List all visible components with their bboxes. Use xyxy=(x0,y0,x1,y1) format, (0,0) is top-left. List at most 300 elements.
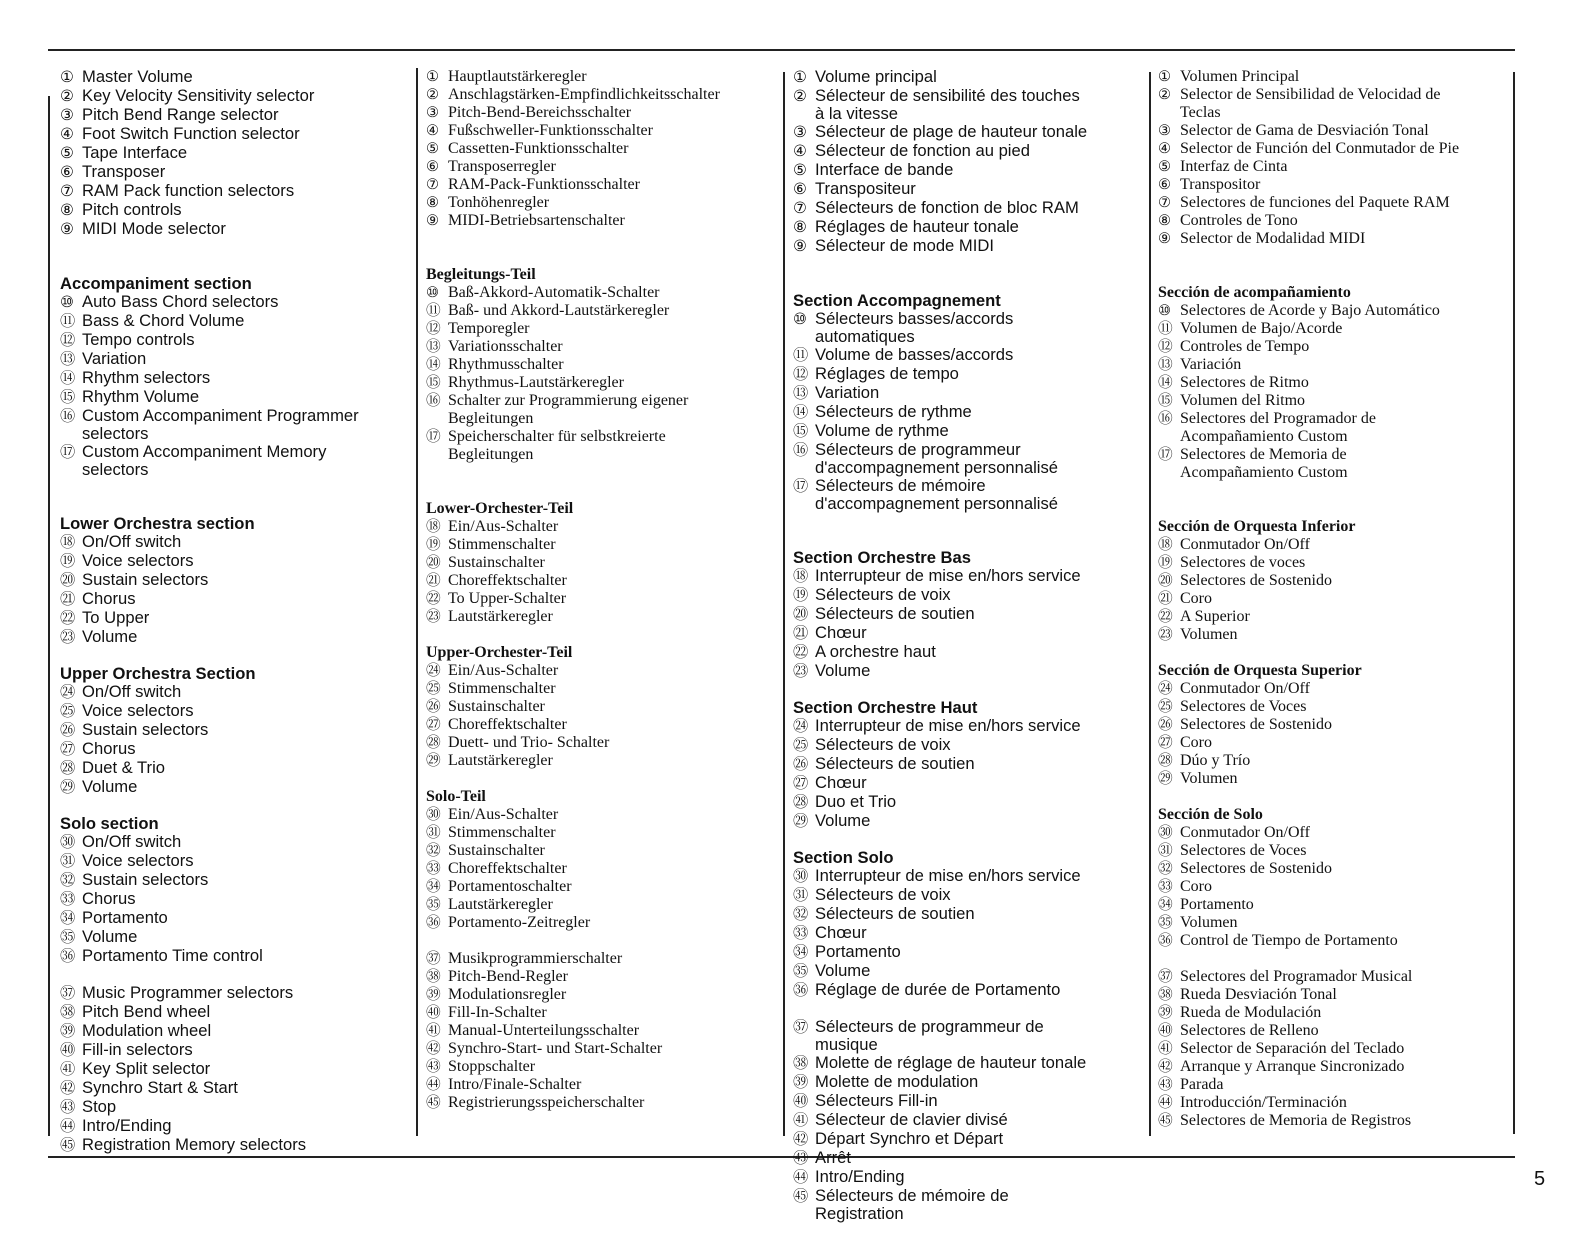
list-item xyxy=(793,605,1087,624)
item-label: Volume xyxy=(815,961,871,980)
item-label: Selectores de Memoria de Acompañamiento Custom xyxy=(1180,446,1348,481)
item-label: Réglages de tempo xyxy=(815,364,959,383)
item-label: Pitch Bend Range selector xyxy=(82,105,279,124)
item-number: ⑤ xyxy=(1158,159,1172,175)
item-number: ㊳ xyxy=(1158,987,1173,1003)
item-label: Selectores del Programador Musical xyxy=(1180,968,1413,985)
list-item xyxy=(426,536,720,554)
list-item xyxy=(1158,734,1459,752)
list-item xyxy=(60,125,359,144)
list-item xyxy=(1158,374,1459,392)
item-number: ㉝ xyxy=(426,861,441,877)
item-number: ㉟ xyxy=(60,929,76,946)
item-label: Portamentoschalter xyxy=(448,878,572,895)
item-label: Variationsschalter xyxy=(448,338,563,355)
list-item xyxy=(60,87,359,106)
item-label: Selector de Modalidad MIDI xyxy=(1180,230,1366,247)
item-label: Rueda Desviación Tonal xyxy=(1180,986,1337,1003)
item-number: ④ xyxy=(793,143,807,160)
item-label: Selector de Gama de Desviación Tonal xyxy=(1180,122,1429,139)
item-number: ㉘ xyxy=(1158,753,1173,769)
item-label: Baß-Akkord-Automatik-Schalter xyxy=(448,284,660,301)
item-label: Sustain selectors xyxy=(82,870,209,889)
item-number: ⑨ xyxy=(60,221,74,238)
list-item xyxy=(1158,608,1459,626)
item-number: ⑤ xyxy=(60,145,74,162)
item-label: Duo et Trio xyxy=(815,792,897,811)
item-label: Selectores de Voces xyxy=(1180,698,1307,715)
item-label: Rhythm selectors xyxy=(82,368,211,387)
item-number: ㉞ xyxy=(426,879,441,895)
list-item xyxy=(60,220,359,239)
item-label: Volumen xyxy=(1180,626,1238,643)
item-label: Sélecteurs de mémoire d'accompagnement personnalisé xyxy=(815,476,1059,513)
section-group xyxy=(793,699,1087,831)
list-item xyxy=(1158,536,1459,554)
list-item xyxy=(793,586,1087,605)
list-item xyxy=(1158,1040,1459,1058)
item-number: ⑪ xyxy=(1158,321,1173,337)
item-label: Sélecteurs basses/accords automatiques xyxy=(815,309,1014,346)
item-label: RAM-Pack-Funktionsschalter xyxy=(448,176,640,193)
column-divider xyxy=(1149,72,1151,1136)
item-number: ⑲ xyxy=(60,553,76,570)
item-number: ⑩ xyxy=(60,294,74,311)
list-item xyxy=(793,180,1087,199)
item-number: ③ xyxy=(426,105,440,121)
item-label: Sélecteurs de voix xyxy=(815,885,951,904)
list-item xyxy=(60,68,359,87)
section-group xyxy=(1158,284,1459,482)
item-label: Ein/Aus-Schalter xyxy=(448,662,559,679)
item-label: Selectores de Relleno xyxy=(1180,1022,1319,1039)
list-item xyxy=(1158,302,1459,320)
item-number: ㉗ xyxy=(60,741,76,758)
item-label: Intro/Ending xyxy=(82,1116,172,1135)
list-item xyxy=(426,914,720,932)
item-number: ⑧ xyxy=(793,219,807,236)
item-number: ㉓ xyxy=(60,629,76,646)
list-item xyxy=(60,1079,359,1098)
item-number: ⑰ xyxy=(60,444,76,461)
item-number: ㉑ xyxy=(426,573,441,589)
item-label: Sustainschalter xyxy=(448,554,545,571)
item-label: Chorus xyxy=(82,889,136,908)
list-item xyxy=(793,981,1087,1000)
list-item xyxy=(793,962,1087,981)
item-label: Selectores de Ritmo xyxy=(1180,374,1309,391)
item-number: ㉞ xyxy=(793,944,809,961)
list-item xyxy=(426,986,720,1004)
spanish-column xyxy=(1158,68,1459,1166)
item-number: ㉕ xyxy=(1158,699,1173,715)
section-group xyxy=(1158,518,1459,644)
item-number: ⑧ xyxy=(60,202,74,219)
list-item xyxy=(1158,842,1459,860)
list-item xyxy=(793,624,1087,643)
item-number: ⑬ xyxy=(793,385,809,402)
item-number: ⑯ xyxy=(793,442,809,459)
list-item xyxy=(426,518,720,536)
list-item xyxy=(60,740,359,759)
list-item xyxy=(1158,1094,1459,1112)
item-label: Chorus xyxy=(82,739,136,758)
list-item xyxy=(1158,770,1459,788)
item-label: Volumen xyxy=(1180,770,1238,787)
list-item xyxy=(426,698,720,716)
top-rule xyxy=(48,49,1515,51)
item-number: ⑬ xyxy=(1158,357,1173,373)
item-number: ㊱ xyxy=(426,915,441,931)
list-item xyxy=(1158,1058,1459,1076)
list-item xyxy=(60,163,359,182)
item-number: ⑮ xyxy=(1158,393,1173,409)
item-number: ㉙ xyxy=(1158,771,1173,787)
item-label: Control de Tiempo de Portamento xyxy=(1180,932,1398,949)
list-item xyxy=(1158,356,1459,374)
list-item xyxy=(60,369,359,388)
list-item xyxy=(793,1018,1087,1054)
item-label: Stimmenschalter xyxy=(448,536,556,553)
list-item xyxy=(426,1076,720,1094)
item-number: ① xyxy=(60,69,74,86)
item-label: Interfaz de Cinta xyxy=(1180,158,1288,175)
list-item xyxy=(426,356,720,374)
list-item xyxy=(60,628,359,647)
list-item xyxy=(1158,1112,1459,1130)
item-number: ② xyxy=(60,88,74,105)
item-number: ㉙ xyxy=(426,753,441,769)
item-label: Parada xyxy=(1180,1076,1224,1093)
item-number: ⑩ xyxy=(426,285,440,301)
item-number: ⑳ xyxy=(1158,573,1173,589)
item-label: Transpositeur xyxy=(815,179,916,198)
item-number: ㉛ xyxy=(1158,843,1173,859)
list-item xyxy=(60,759,359,778)
item-label: Interface de bande xyxy=(815,160,954,179)
item-label: Volume xyxy=(815,661,871,680)
item-label: Manual-Unterteilungsschalter xyxy=(448,1022,640,1039)
item-label: Lautstärkeregler xyxy=(448,752,553,769)
item-number: ㉗ xyxy=(793,775,809,792)
item-label: Intro/Ending xyxy=(815,1167,905,1186)
item-label: Dúo y Trío xyxy=(1180,752,1251,769)
section-group xyxy=(793,849,1087,1000)
item-label: Variation xyxy=(82,349,147,368)
list-item xyxy=(60,683,359,702)
item-label: Key Velocity Sensitivity selector xyxy=(82,86,315,105)
item-label: Réglages de hauteur tonale xyxy=(815,217,1019,236)
item-number: ㉔ xyxy=(793,718,809,735)
item-number: ⑥ xyxy=(426,159,440,175)
list-item xyxy=(426,860,720,878)
list-item xyxy=(1158,1022,1459,1040)
item-number: ㉔ xyxy=(1158,681,1173,697)
column-divider xyxy=(783,72,785,1136)
item-number: ② xyxy=(1158,87,1172,103)
item-label: Lautstärkeregler xyxy=(448,896,553,913)
item-number: ㊱ xyxy=(793,982,809,999)
list-item xyxy=(426,878,720,896)
item-number: ㊷ xyxy=(1158,1059,1173,1075)
list-item xyxy=(1158,554,1459,572)
list-item xyxy=(60,947,359,966)
item-number: ① xyxy=(1158,69,1172,85)
item-number: ⑱ xyxy=(1158,537,1173,553)
list-item xyxy=(793,441,1087,477)
list-item xyxy=(793,161,1087,180)
list-item xyxy=(60,552,359,571)
item-number: ㉜ xyxy=(1158,861,1173,877)
column-divider xyxy=(416,68,418,1136)
list-item xyxy=(60,1136,359,1155)
item-label: Interrupteur de mise en/hors service xyxy=(815,866,1081,885)
item-number: ⑫ xyxy=(1158,339,1173,355)
list-item xyxy=(426,968,720,986)
list-item xyxy=(793,886,1087,905)
item-number: ㉗ xyxy=(1158,735,1173,751)
english-column xyxy=(60,68,359,1191)
item-label: Arrêt xyxy=(815,1148,851,1167)
item-number: ㊷ xyxy=(60,1080,76,1097)
list-item xyxy=(1158,122,1459,140)
item-label: Synchro Start & Start xyxy=(82,1078,238,1097)
item-label: Modulationsregler xyxy=(448,986,567,1003)
item-number: ㊺ xyxy=(426,1095,441,1111)
list-item xyxy=(1158,968,1459,986)
item-number: ㉖ xyxy=(426,699,441,715)
item-label: Key Split selector xyxy=(82,1059,211,1078)
list-item xyxy=(60,721,359,740)
list-item xyxy=(793,346,1087,365)
list-item xyxy=(426,428,720,464)
list-item xyxy=(1158,86,1459,122)
list-item xyxy=(426,104,720,122)
item-label: Portamento xyxy=(815,942,901,961)
item-label: Stop xyxy=(82,1097,117,1116)
list-item xyxy=(793,365,1087,384)
item-label: Choreffektschalter xyxy=(448,572,567,589)
item-label: Selectores de Acorde y Bajo Automático xyxy=(1180,302,1440,319)
item-number: ⑧ xyxy=(1158,213,1172,229)
item-label: Selectores de Sostenido xyxy=(1180,716,1332,733)
item-label: Selector de Sensibilidad de Velocidad de Teclas xyxy=(1180,86,1441,121)
item-label: Musikprogrammierschalter xyxy=(448,950,623,967)
item-number: ㊸ xyxy=(793,1150,809,1167)
item-label: Sustain selectors xyxy=(82,570,209,589)
item-number: ㉖ xyxy=(793,756,809,773)
item-label: To Upper-Schalter xyxy=(448,590,567,607)
section-heading: Section Accompagnement xyxy=(793,291,1001,310)
item-number: ⑬ xyxy=(426,339,441,355)
list-item xyxy=(60,331,359,350)
item-number: ⑰ xyxy=(426,429,441,445)
item-number: ㊸ xyxy=(1158,1077,1173,1093)
item-number: ㊹ xyxy=(60,1118,76,1135)
item-number: ⑫ xyxy=(793,366,809,383)
item-label: Arranque y Arranque Sincronizado xyxy=(1180,1058,1405,1075)
item-number: ⑳ xyxy=(60,572,76,589)
item-label: Sélecteurs de soutien xyxy=(815,604,975,623)
item-number: ㊲ xyxy=(60,985,76,1002)
item-number: ⑳ xyxy=(426,555,441,571)
item-label: Interrupteur de mise en/hors service xyxy=(815,716,1081,735)
list-item xyxy=(793,1092,1087,1111)
item-label: Transposerregler xyxy=(448,158,556,175)
list-item xyxy=(60,890,359,909)
item-number: ㊴ xyxy=(1158,1005,1173,1021)
item-label: Intro/Finale-Schalter xyxy=(448,1076,582,1093)
list-item xyxy=(1158,716,1459,734)
list-item xyxy=(793,755,1087,774)
item-number: ㉓ xyxy=(426,609,441,625)
list-item xyxy=(1158,176,1459,194)
item-label: Volumen Principal xyxy=(1180,68,1300,85)
item-number: ㊴ xyxy=(426,987,441,1003)
list-item xyxy=(1158,824,1459,842)
item-number: ㊷ xyxy=(793,1131,809,1148)
list-item xyxy=(60,702,359,721)
list-item xyxy=(426,752,720,770)
item-label: Chœur xyxy=(815,623,867,642)
item-number: ⑮ xyxy=(60,389,76,406)
item-number: ㉛ xyxy=(426,825,441,841)
list-item xyxy=(426,122,720,140)
list-item xyxy=(60,312,359,331)
list-item xyxy=(793,237,1087,256)
list-item xyxy=(60,1098,359,1117)
item-number: ⑰ xyxy=(1158,447,1173,463)
german-column xyxy=(426,68,720,1148)
section-group xyxy=(60,815,359,966)
list-item xyxy=(426,284,720,302)
section-heading: Sección de Orquesta Inferior xyxy=(1158,518,1356,535)
item-number: ㉒ xyxy=(793,644,809,661)
item-number: ㉚ xyxy=(426,807,441,823)
item-number: ⑨ xyxy=(1158,231,1172,247)
item-label: Sélecteur de mode MIDI xyxy=(815,236,994,255)
section-heading: Accompaniment section xyxy=(60,274,252,293)
list-item xyxy=(426,824,720,842)
item-label: Ein/Aus-Schalter xyxy=(448,806,559,823)
item-number: ㉕ xyxy=(793,737,809,754)
item-number: ⑪ xyxy=(793,347,809,364)
item-label: Cassetten-Funktionsschalter xyxy=(448,140,629,157)
item-number: ㉖ xyxy=(60,722,76,739)
item-number: ③ xyxy=(793,124,807,141)
item-number: ㉟ xyxy=(426,897,441,913)
list-item xyxy=(793,567,1087,586)
list-item xyxy=(426,392,720,428)
item-label: Selectores de Sostenido xyxy=(1180,572,1332,589)
list-item xyxy=(426,572,720,590)
item-label: On/Off switch xyxy=(82,682,182,701)
item-number: ㉒ xyxy=(426,591,441,607)
item-number: ㉞ xyxy=(60,910,76,927)
item-number: ㉜ xyxy=(426,843,441,859)
list-item xyxy=(60,1003,359,1022)
item-number: ㉔ xyxy=(60,684,76,701)
item-label: Sélecteur de plage de hauteur tonale xyxy=(815,122,1088,141)
item-label: Rhythmus-Lautstärkeregler xyxy=(448,374,624,391)
list-item xyxy=(1158,212,1459,230)
item-number: ㉙ xyxy=(60,779,76,796)
item-label: Introducción/Terminación xyxy=(1180,1094,1347,1111)
section-heading: Lower-Orchester-Teil xyxy=(426,500,574,517)
item-number: ⑯ xyxy=(1158,411,1173,427)
item-number: ④ xyxy=(60,126,74,143)
item-number: ㊺ xyxy=(793,1188,809,1205)
item-number: ㊹ xyxy=(793,1169,809,1186)
item-number: ③ xyxy=(1158,123,1172,139)
column-divider xyxy=(1513,72,1515,1134)
item-label: Controles de Tempo xyxy=(1180,338,1310,355)
item-label: Voice selectors xyxy=(82,551,194,570)
item-label: Registration Memory selectors xyxy=(82,1135,307,1154)
list-item xyxy=(793,1073,1087,1092)
list-item xyxy=(60,106,359,125)
item-label: Temporegler xyxy=(448,320,530,337)
list-item xyxy=(426,86,720,104)
list-item xyxy=(1158,878,1459,896)
item-label: Variación xyxy=(1180,356,1242,373)
list-item xyxy=(60,201,359,220)
item-number: ㊳ xyxy=(426,969,441,985)
list-item xyxy=(426,212,720,230)
item-number: ㊵ xyxy=(426,1005,441,1021)
list-item xyxy=(60,388,359,407)
item-label: Chœur xyxy=(815,923,867,942)
section-group xyxy=(426,788,720,932)
item-label: Pitch-Bend-Regler xyxy=(448,968,568,985)
list-item xyxy=(793,477,1087,513)
item-number: ㉜ xyxy=(793,906,809,923)
list-item xyxy=(1158,626,1459,644)
list-item xyxy=(60,407,359,443)
item-number: ⑤ xyxy=(426,141,440,157)
list-item xyxy=(793,199,1087,218)
item-number: ㉗ xyxy=(426,717,441,733)
item-number: ㉟ xyxy=(793,963,809,980)
item-number: ㊳ xyxy=(793,1055,809,1072)
item-label: Sustain selectors xyxy=(82,720,209,739)
item-number: ㉒ xyxy=(60,610,76,627)
item-number: ① xyxy=(426,69,440,85)
item-label: Anschlagstärken-Empfindlichkeitsschalter xyxy=(448,86,720,103)
item-number: ⑪ xyxy=(426,303,441,319)
list-item xyxy=(426,194,720,212)
list-item xyxy=(60,293,359,312)
item-number: ㉙ xyxy=(793,813,809,830)
list-item xyxy=(793,310,1087,346)
list-item xyxy=(60,833,359,852)
list-item xyxy=(1158,1076,1459,1094)
list-item xyxy=(1158,140,1459,158)
item-label: Synchro-Start- und Start-Schalter xyxy=(448,1040,663,1057)
list-item xyxy=(793,422,1087,441)
section-heading: Begleitungs-Teil xyxy=(426,266,536,283)
list-item xyxy=(426,68,720,86)
section-heading: Section Orchestre Bas xyxy=(793,548,971,567)
item-number: ㊴ xyxy=(60,1023,76,1040)
item-label: Ein/Aus-Schalter xyxy=(448,518,559,535)
item-label: Auto Bass Chord selectors xyxy=(82,292,279,311)
section-group xyxy=(426,644,720,770)
item-label: Volume de basses/accords xyxy=(815,345,1014,364)
item-number: ④ xyxy=(1158,141,1172,157)
item-label: Coro xyxy=(1180,878,1212,895)
item-label: Conmutador On/Off xyxy=(1180,824,1310,841)
